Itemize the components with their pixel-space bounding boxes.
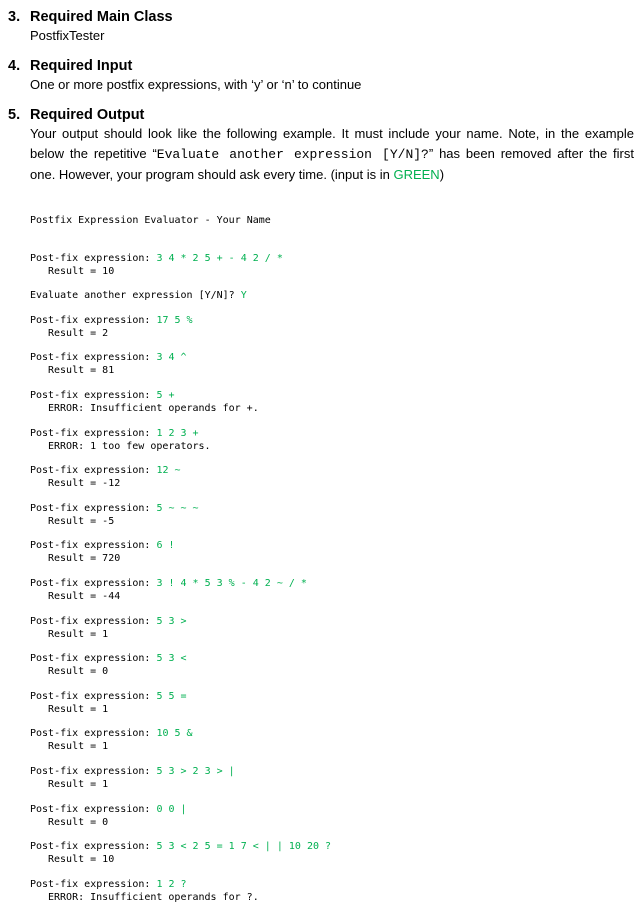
console-header: Postfix Expression Evaluator - Your Name bbox=[30, 215, 271, 226]
expression-prompt: Post-fix expression: bbox=[30, 765, 157, 777]
section-heading bbox=[8, 57, 634, 75]
blank-line bbox=[30, 753, 630, 765]
expression-prompt: Post-fix expression: bbox=[30, 252, 157, 264]
expression-input: 5 3 > 2 3 > | bbox=[156, 765, 235, 777]
section-heading bbox=[8, 8, 634, 26]
result-output: Result = 1 bbox=[48, 703, 109, 715]
error-output: ERROR: 1 too few operators. bbox=[48, 440, 211, 452]
expression-prompt: Post-fix expression: bbox=[30, 314, 157, 326]
output-description-part3: ) bbox=[439, 167, 445, 182]
blank-line bbox=[30, 302, 630, 314]
section-title: Required Input bbox=[30, 58, 133, 74]
expression-line bbox=[30, 878, 630, 891]
expression-input: 3 4 ^ bbox=[156, 352, 187, 364]
blank-line bbox=[30, 453, 630, 465]
expression-input: 1 2 3 + bbox=[156, 427, 199, 439]
main-class-name: PostfixTester bbox=[30, 28, 105, 43]
expression-prompt: Post-fix expression: bbox=[30, 540, 157, 552]
expression-line bbox=[30, 351, 630, 364]
section-number: 4. bbox=[8, 58, 21, 74]
continue-prompt-code: Evaluate another expression [Y/N]? bbox=[156, 147, 429, 162]
blank-line bbox=[30, 340, 630, 352]
expression-input: 3 4 * 2 5 + - 4 2 / * bbox=[156, 252, 283, 264]
expression-line bbox=[30, 502, 630, 515]
expression-input: 10 5 & bbox=[156, 728, 193, 740]
expression-prompt: Post-fix expression: bbox=[30, 728, 157, 740]
result-output: Result = 1 bbox=[48, 778, 109, 790]
expression-prompt: Post-fix expression: bbox=[30, 803, 157, 815]
expression-prompt: Post-fix expression: bbox=[30, 427, 157, 439]
expression-line bbox=[30, 577, 630, 590]
continue-prompt-line bbox=[30, 289, 630, 302]
blank-line bbox=[30, 377, 630, 389]
expression-input: 5 3 < 2 5 = 1 7 < | | 10 20 ? bbox=[156, 841, 332, 853]
blank-line bbox=[30, 415, 630, 427]
error-output: ERROR: Insufficient operands for +. bbox=[48, 402, 259, 414]
expression-input: 17 5 % bbox=[156, 314, 193, 326]
expression-prompt: Post-fix expression: bbox=[30, 352, 157, 364]
section-title: Required Output bbox=[30, 107, 145, 123]
expression-prompt: Post-fix expression: bbox=[30, 878, 157, 890]
expression-line bbox=[30, 803, 630, 816]
blank-line bbox=[30, 678, 630, 690]
expression-input: 5 3 > bbox=[156, 615, 187, 627]
expression-line bbox=[30, 252, 630, 265]
expression-input: 1 2 ? bbox=[156, 878, 187, 890]
expression-prompt: Post-fix expression: bbox=[30, 502, 157, 514]
blank-line bbox=[30, 716, 630, 728]
output-description-part1: Your output should look like the following example. It must include your name. Note, in the example below the repetitive “ bbox=[30, 126, 634, 161]
result-output: Result = -5 bbox=[48, 515, 115, 527]
result-output: Result = 720 bbox=[48, 553, 121, 565]
green-input-note: GREEN bbox=[393, 167, 440, 182]
blank-line bbox=[30, 278, 630, 290]
section-number: 5. bbox=[8, 107, 21, 123]
expression-line bbox=[30, 765, 630, 778]
blank-line bbox=[30, 603, 630, 615]
result-output: Result = 1 bbox=[48, 741, 109, 753]
result-output: Result = 10 bbox=[48, 854, 115, 866]
expression-prompt: Post-fix expression: bbox=[30, 465, 157, 477]
section-required-main-class bbox=[8, 8, 634, 46]
blank-line bbox=[30, 829, 630, 841]
expression-line bbox=[30, 427, 630, 440]
blank-line bbox=[30, 490, 630, 502]
continue-prompt: Evaluate another expression [Y/N]? bbox=[30, 290, 241, 302]
output-description-part2: ” has been removed after the first one. However, your program should ask every time. (input is in bbox=[30, 146, 634, 182]
expression-line bbox=[30, 727, 630, 740]
result-output: Result = 0 bbox=[48, 816, 109, 828]
expression-line bbox=[30, 314, 630, 327]
expression-input: 0 0 | bbox=[156, 803, 187, 815]
expression-prompt: Post-fix expression: bbox=[30, 577, 157, 589]
expression-prompt: Post-fix expression: bbox=[30, 841, 157, 853]
expression-line bbox=[30, 389, 630, 402]
section-number: 3. bbox=[8, 9, 21, 25]
output-description bbox=[30, 124, 634, 185]
expression-line bbox=[30, 539, 630, 552]
blank-line bbox=[30, 240, 630, 252]
expression-line bbox=[30, 615, 630, 628]
continue-answer: Y bbox=[240, 290, 247, 302]
expression-input: 5 ~ ~ ~ bbox=[156, 502, 199, 514]
expression-input: 5 3 < bbox=[156, 653, 187, 665]
expression-line bbox=[30, 464, 630, 477]
blank-line bbox=[30, 866, 630, 878]
section-title: Required Main Class bbox=[30, 9, 173, 25]
expression-input: 5 + bbox=[156, 389, 175, 401]
expression-input: 5 5 = bbox=[156, 690, 187, 702]
section-required-input bbox=[8, 57, 634, 95]
result-output: Result = 10 bbox=[48, 265, 115, 277]
result-output: Result = 81 bbox=[48, 365, 115, 377]
sample-console-output bbox=[30, 188, 630, 904]
expression-prompt: Post-fix expression: bbox=[30, 690, 157, 702]
result-output: Result = 0 bbox=[48, 666, 109, 678]
expression-prompt: Post-fix expression: bbox=[30, 615, 157, 627]
expression-line bbox=[30, 690, 630, 703]
expression-prompt: Post-fix expression: bbox=[30, 389, 157, 401]
result-output: Result = -12 bbox=[48, 478, 121, 490]
blank-line bbox=[30, 791, 630, 803]
result-output: Result = 1 bbox=[48, 628, 109, 640]
result-output: Result = -44 bbox=[48, 590, 121, 602]
expression-input: 12 ~ bbox=[156, 465, 181, 477]
blank-line bbox=[30, 565, 630, 577]
input-description: One or more postfix expressions, with ‘y’ or ‘n’ to continue bbox=[30, 77, 362, 92]
section-required-output bbox=[8, 106, 634, 185]
expression-line bbox=[30, 652, 630, 665]
expression-input: 6 ! bbox=[156, 540, 175, 552]
error-output: ERROR: Insufficient operands for ?. bbox=[48, 891, 259, 903]
section-heading bbox=[8, 106, 634, 124]
expression-input: 3 ! 4 * 5 3 % - 4 2 ~ / * bbox=[156, 577, 307, 589]
expression-line bbox=[30, 840, 630, 853]
blank-line bbox=[30, 528, 630, 540]
blank-line bbox=[30, 641, 630, 653]
result-output: Result = 2 bbox=[48, 327, 109, 339]
expression-prompt: Post-fix expression: bbox=[30, 653, 157, 665]
